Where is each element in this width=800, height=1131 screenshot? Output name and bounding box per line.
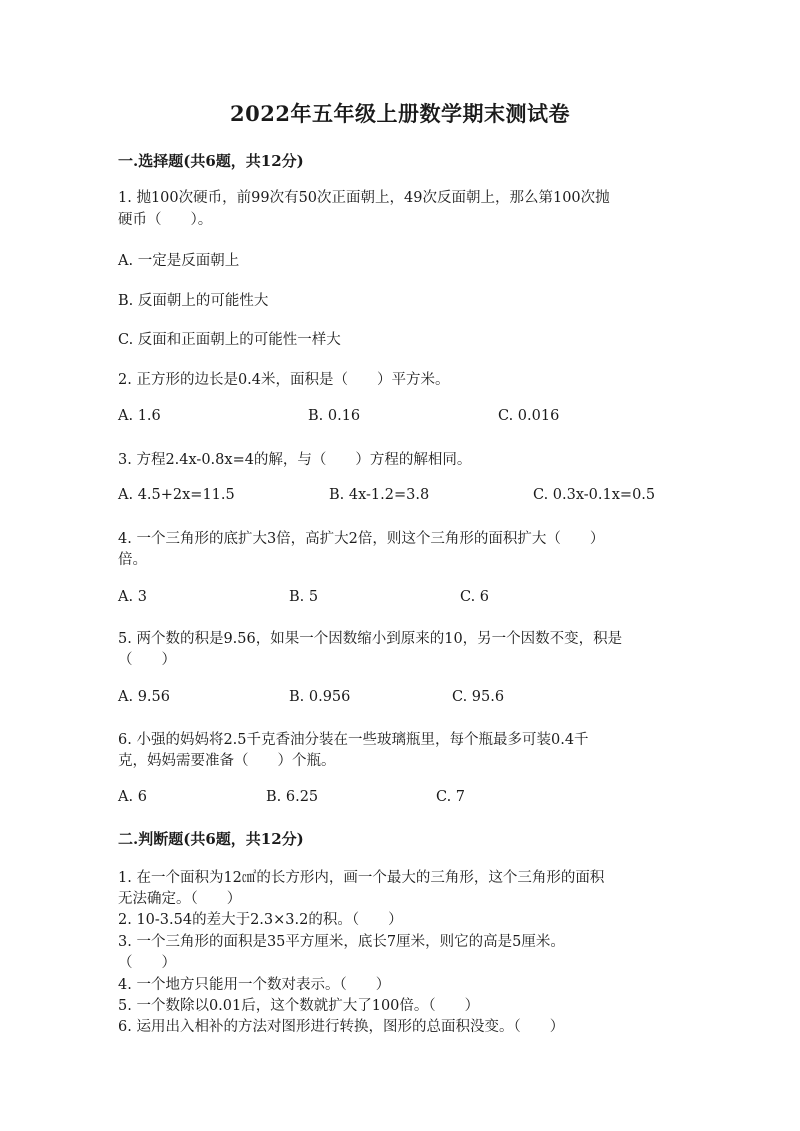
q5-options: [118, 689, 718, 709]
q2-option-b: B. 0.16: [308, 408, 361, 424]
q1-option-c: C. 反面和正面朝上的可能性一样大: [118, 332, 341, 348]
judge-q2: 2. 10-3.54的差大于2.3×3.2的积。（ ）: [118, 912, 403, 928]
q1-text-line1: 1. 抛100次硬币，前99次有50次正面朝上，49次反面朝上，那么第100次抛: [118, 190, 610, 206]
q4-option-a: A. 3: [118, 589, 147, 605]
q5-option-c: C. 95.6: [452, 689, 505, 705]
q6-text-line2: 克，妈妈需要准备（ ）个瓶。: [118, 753, 336, 769]
q4-text-line2: 倍。: [118, 552, 147, 568]
q1-option-b: B. 反面朝上的可能性大: [118, 293, 269, 309]
q4-option-c: C. 6: [460, 589, 490, 605]
q3-option-b: B. 4x-1.2=3.8: [329, 487, 430, 503]
q3-option-a: A. 4.5+2x=11.5: [118, 487, 235, 503]
q3-option-c: C. 0.3x-0.1x=0.5: [533, 487, 656, 503]
q6-option-a: A. 6: [118, 789, 147, 805]
judge-q3-line1: 3. 一个三角形的面积是35平方厘米，底长7厘米，则它的高是5厘米。: [118, 934, 565, 950]
q6-option-c: C. 7: [436, 789, 466, 805]
judge-q1-line2: 无法确定。（ ）: [118, 891, 242, 907]
judge-q5: 5. 一个数除以0.01后，这个数就扩大了100倍。（ ）: [118, 998, 480, 1014]
q6-options: [118, 789, 718, 809]
q2-option-c: C. 0.016: [498, 408, 560, 424]
q5-text-line1: 5. 两个数的积是9.56，如果一个因数缩小到原来的10，另一个因数不变，积是: [118, 631, 623, 647]
judge-q3-line2: （ ）: [118, 955, 176, 971]
section1-heading: 一.选择题(共6题，共12分): [118, 152, 304, 170]
q4-options: [118, 589, 718, 609]
judge-q6: 6. 运用出入相补的方法对图形进行转换，图形的总面积没变。（ ）: [118, 1019, 565, 1035]
q5-text-line2: （ ）: [118, 652, 176, 668]
q2-option-a: A. 1.6: [118, 408, 161, 424]
judge-q4: 4. 一个地方只能用一个数对表示。（ ）: [118, 977, 391, 993]
q1-text-line2: 硬币（ ）。: [118, 212, 213, 228]
q2-options: [118, 408, 718, 428]
q3-options: [118, 487, 718, 507]
q5-option-a: A. 9.56: [118, 689, 170, 705]
page-title: 2022年五年级上册数学期末测试卷: [230, 101, 570, 126]
q4-text-line1: 4. 一个三角形的底扩大3倍，高扩大2倍，则这个三角形的面积扩大（ ）: [118, 531, 605, 547]
q1-option-a: A. 一定是反面朝上: [118, 253, 240, 269]
q3-text-line1: 3. 方程2.4x-0.8x=4的解，与（ ）方程的解相同。: [118, 452, 472, 468]
q4-option-b: B. 5: [289, 589, 319, 605]
q5-option-b: B. 0.956: [289, 689, 351, 705]
q2-text-line1: 2. 正方形的边长是0.4米，面积是（ ）平方米。: [118, 372, 450, 388]
q6-option-b: B. 6.25: [266, 789, 319, 805]
q6-text-line1: 6. 小强的妈妈将2.5千克香油分装在一些玻璃瓶里，每个瓶最多可装0.4千: [118, 732, 589, 748]
section2-heading: 二.判断题(共6题，共12分): [118, 830, 304, 848]
judge-q1-line1: 1. 在一个面积为12㎠的长方形内，画一个最大的三角形，这个三角形的面积: [118, 870, 605, 886]
